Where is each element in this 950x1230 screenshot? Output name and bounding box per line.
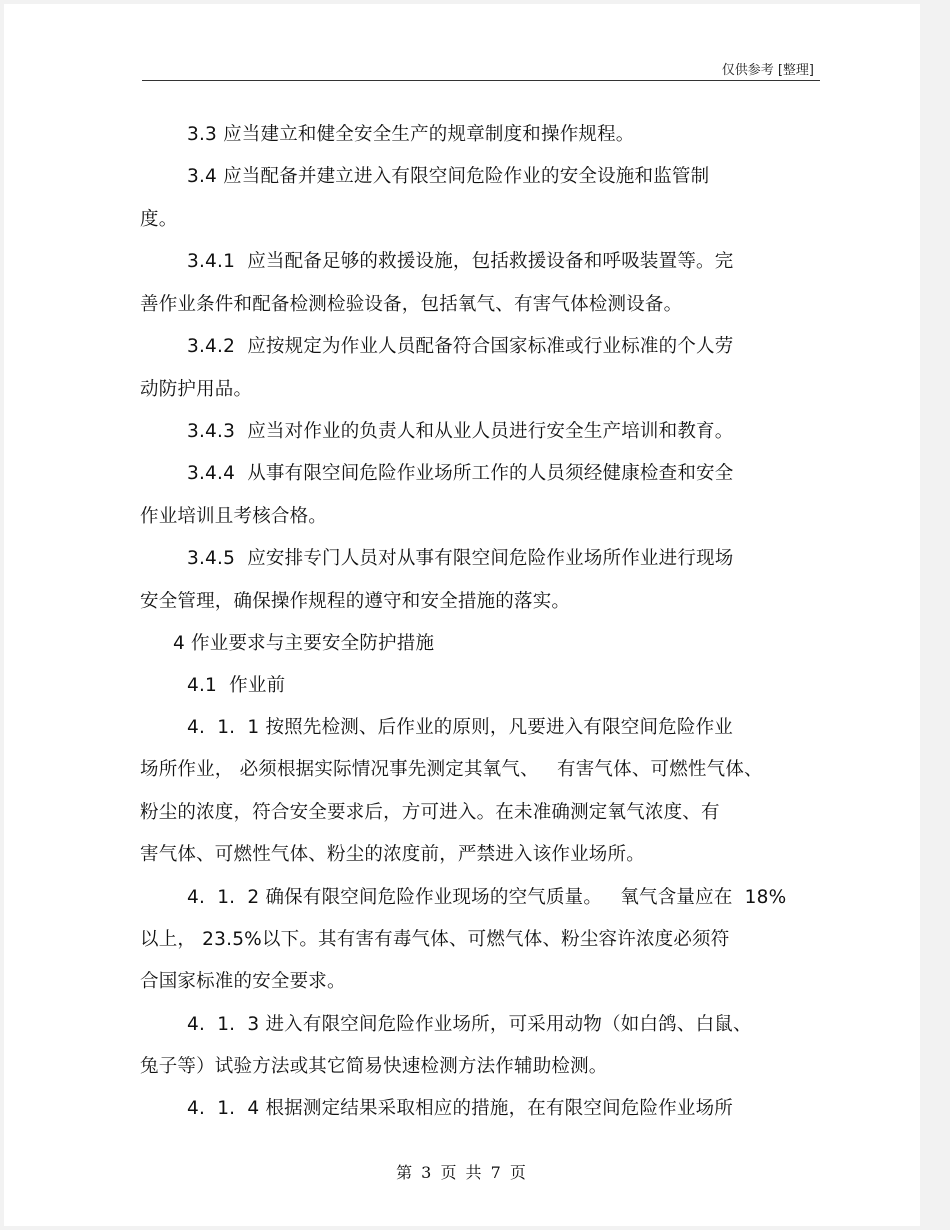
document-page	[4, 4, 920, 1226]
body-line: 4. 1. 4 根据测定结果采取相应的措施，在有限空间危险作业场所	[187, 1098, 733, 1119]
body-line: 害气体、可燃性气体、粉尘的浓度前，严禁进入该作业场所。	[140, 844, 645, 865]
subsection-heading: 4.1 作业前	[187, 675, 286, 696]
header-rule	[142, 80, 820, 81]
body-line: 作业培训且考核合格。	[140, 506, 328, 527]
body-line: 3.4 应当配备并建立进入有限空间危险作业的安全设施和监管制	[187, 166, 710, 187]
body-line: 3.4.3 应当对作业的负责人和从业人员进行安全生产培训和教育。	[187, 421, 734, 442]
body-line: 4. 1. 2 确保有限空间危险作业现场的空气质量。 氧气含量应在 18%	[187, 887, 787, 908]
body-line: 善作业条件和配备检测检验设备，包括氧气、有害气体检测设备。	[140, 294, 683, 315]
body-line: 安全管理，确保操作规程的遵守和安全措施的落实。	[140, 591, 571, 612]
header-note: 仅供参考 [整理]	[721, 63, 814, 78]
section-heading: 4 作业要求与主要安全防护措施	[173, 633, 435, 654]
body-line: 3.4.1 应当配备足够的救援设施，包括救援设备和呼吸装置等。完	[187, 251, 734, 272]
page-number-footer: 第 3 页 共 7 页	[396, 1163, 528, 1182]
body-line: 3.3 应当建立和健全安全生产的规章制度和操作规程。	[187, 124, 635, 145]
body-line: 3.4.5 应安排专门人员对从事有限空间危险作业场所作业进行现场	[187, 548, 734, 569]
body-line: 兔子等）试验方法或其它简易快速检测方法作辅助检测。	[140, 1056, 608, 1077]
body-line: 3.4.2 应按规定为作业人员配备符合国家标准或行业标准的个人劳	[187, 336, 734, 357]
body-line: 4. 1. 1 按照先检测、后作业的原则，凡要进入有限空间危险作业	[187, 717, 733, 738]
body-line: 以上， 23.5%以下。其有害有毒气体、可燃气体、粉尘容许浓度必须符	[140, 929, 730, 950]
body-line: 粉尘的浓度，符合安全要求后，方可进入。在未准确测定氧气浓度、有	[140, 802, 720, 823]
body-line: 4. 1. 3 进入有限空间危险作业场所，可采用动物（如白鸽、白鼠、	[187, 1014, 752, 1035]
body-line: 度。	[140, 209, 178, 230]
body-line: 动防护用品。	[140, 379, 253, 400]
body-line: 合国家标准的安全要求。	[140, 971, 346, 992]
body-line: 3.4.4 从事有限空间危险作业场所工作的人员须经健康检查和安全	[187, 463, 734, 484]
body-line: 场所作业， 必须根据实际情况事先测定其氧气、 有害气体、可燃性气体、	[140, 759, 763, 780]
